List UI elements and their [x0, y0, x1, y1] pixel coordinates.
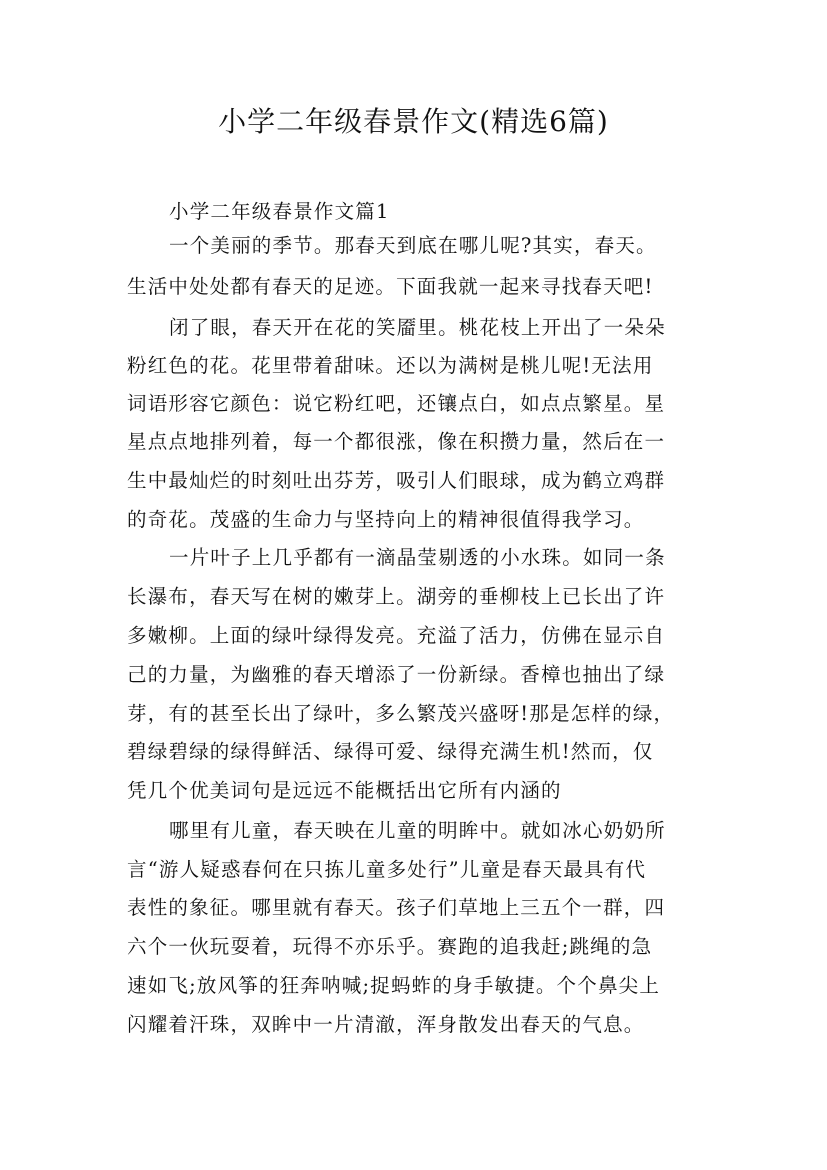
- paragraph-line: 哪里有儿童，春天映在儿童的明眸中。就如冰心奶奶所: [169, 819, 666, 842]
- paragraph-line: 表性的象征。哪里就有春天。孩子们草地上三五个一群，四: [127, 896, 666, 919]
- document-title: 小学二年级春景作文(精选6篇): [218, 105, 609, 138]
- paragraph-line: 多嫩柳。上面的绿叶绿得发亮。充溢了活力，仿佛在显示自: [127, 624, 666, 647]
- paragraph-line: 的奇花。茂盛的生命力与坚持向上的精神很值得我学习。: [127, 508, 645, 531]
- paragraph-line: 一个美丽的季节。那春天到底在哪儿呢?其实，春天。: [169, 234, 657, 257]
- paragraph-line: 闭了眼，春天开在花的笑靥里。桃花枝上开出了一朵朵: [169, 316, 666, 339]
- paragraph-line: 六个一伙玩耍着，玩得不亦乐乎。赛跑的追我赶;跳绳的急: [127, 935, 653, 958]
- paragraph-line: 生活中处处都有春天的足迹。下面我就一起来寻找春天吧!: [127, 275, 654, 298]
- paragraph-line: 长瀑布，春天写在树的嫩芽上。湖旁的垂柳枝上已长出了许: [127, 585, 666, 608]
- paragraph-line: 碧绿碧绿的绿得鲜活、绿得可爱、绿得充满生机!然而，仅: [127, 740, 654, 763]
- paragraph-line: 一片叶子上几乎都有一滴晶莹剔透的小水珠。如同一条: [169, 546, 666, 569]
- paragraph-line: 凭几个优美词句是远远不能概括出它所有内涵的: [127, 779, 562, 802]
- paragraph-line: 粉红色的花。花里带着甜味。还以为满树是桃儿呢!无法用: [127, 354, 654, 377]
- paragraph-line: 速如飞;放风筝的狂奔呐喊;捉蚂蚱的身手敏捷。个个鼻尖上: [127, 974, 661, 997]
- paragraph-line: 芽，有的甚至长出了绿叶，多么繁茂兴盛呀!那是怎样的绿，: [127, 702, 675, 725]
- paragraph-line: 言“游人疑惑春何在只拣儿童多处行”儿童是春天最具有代: [127, 858, 647, 881]
- paragraph-line: 生中最灿烂的时刻吐出芬芳，吸引人们眼球，成为鹤立鸡群: [127, 469, 666, 492]
- paragraph-line: 闪耀着汗珠，双眸中一片清澈，浑身散发出春天的气息。: [127, 1013, 645, 1036]
- section-heading: 小学二年级春景作文篇1: [169, 200, 390, 223]
- paragraph-line: 星点点地排列着，每一个都很涨，像在积攒力量，然后在一: [127, 430, 666, 453]
- paragraph-line: 词语形容它颜色：说它粉红吧，还镶点白，如点点繁星。星: [127, 392, 666, 415]
- paragraph-line: 己的力量，为幽雅的春天增添了一份新绿。香樟也抽出了绿: [127, 663, 666, 686]
